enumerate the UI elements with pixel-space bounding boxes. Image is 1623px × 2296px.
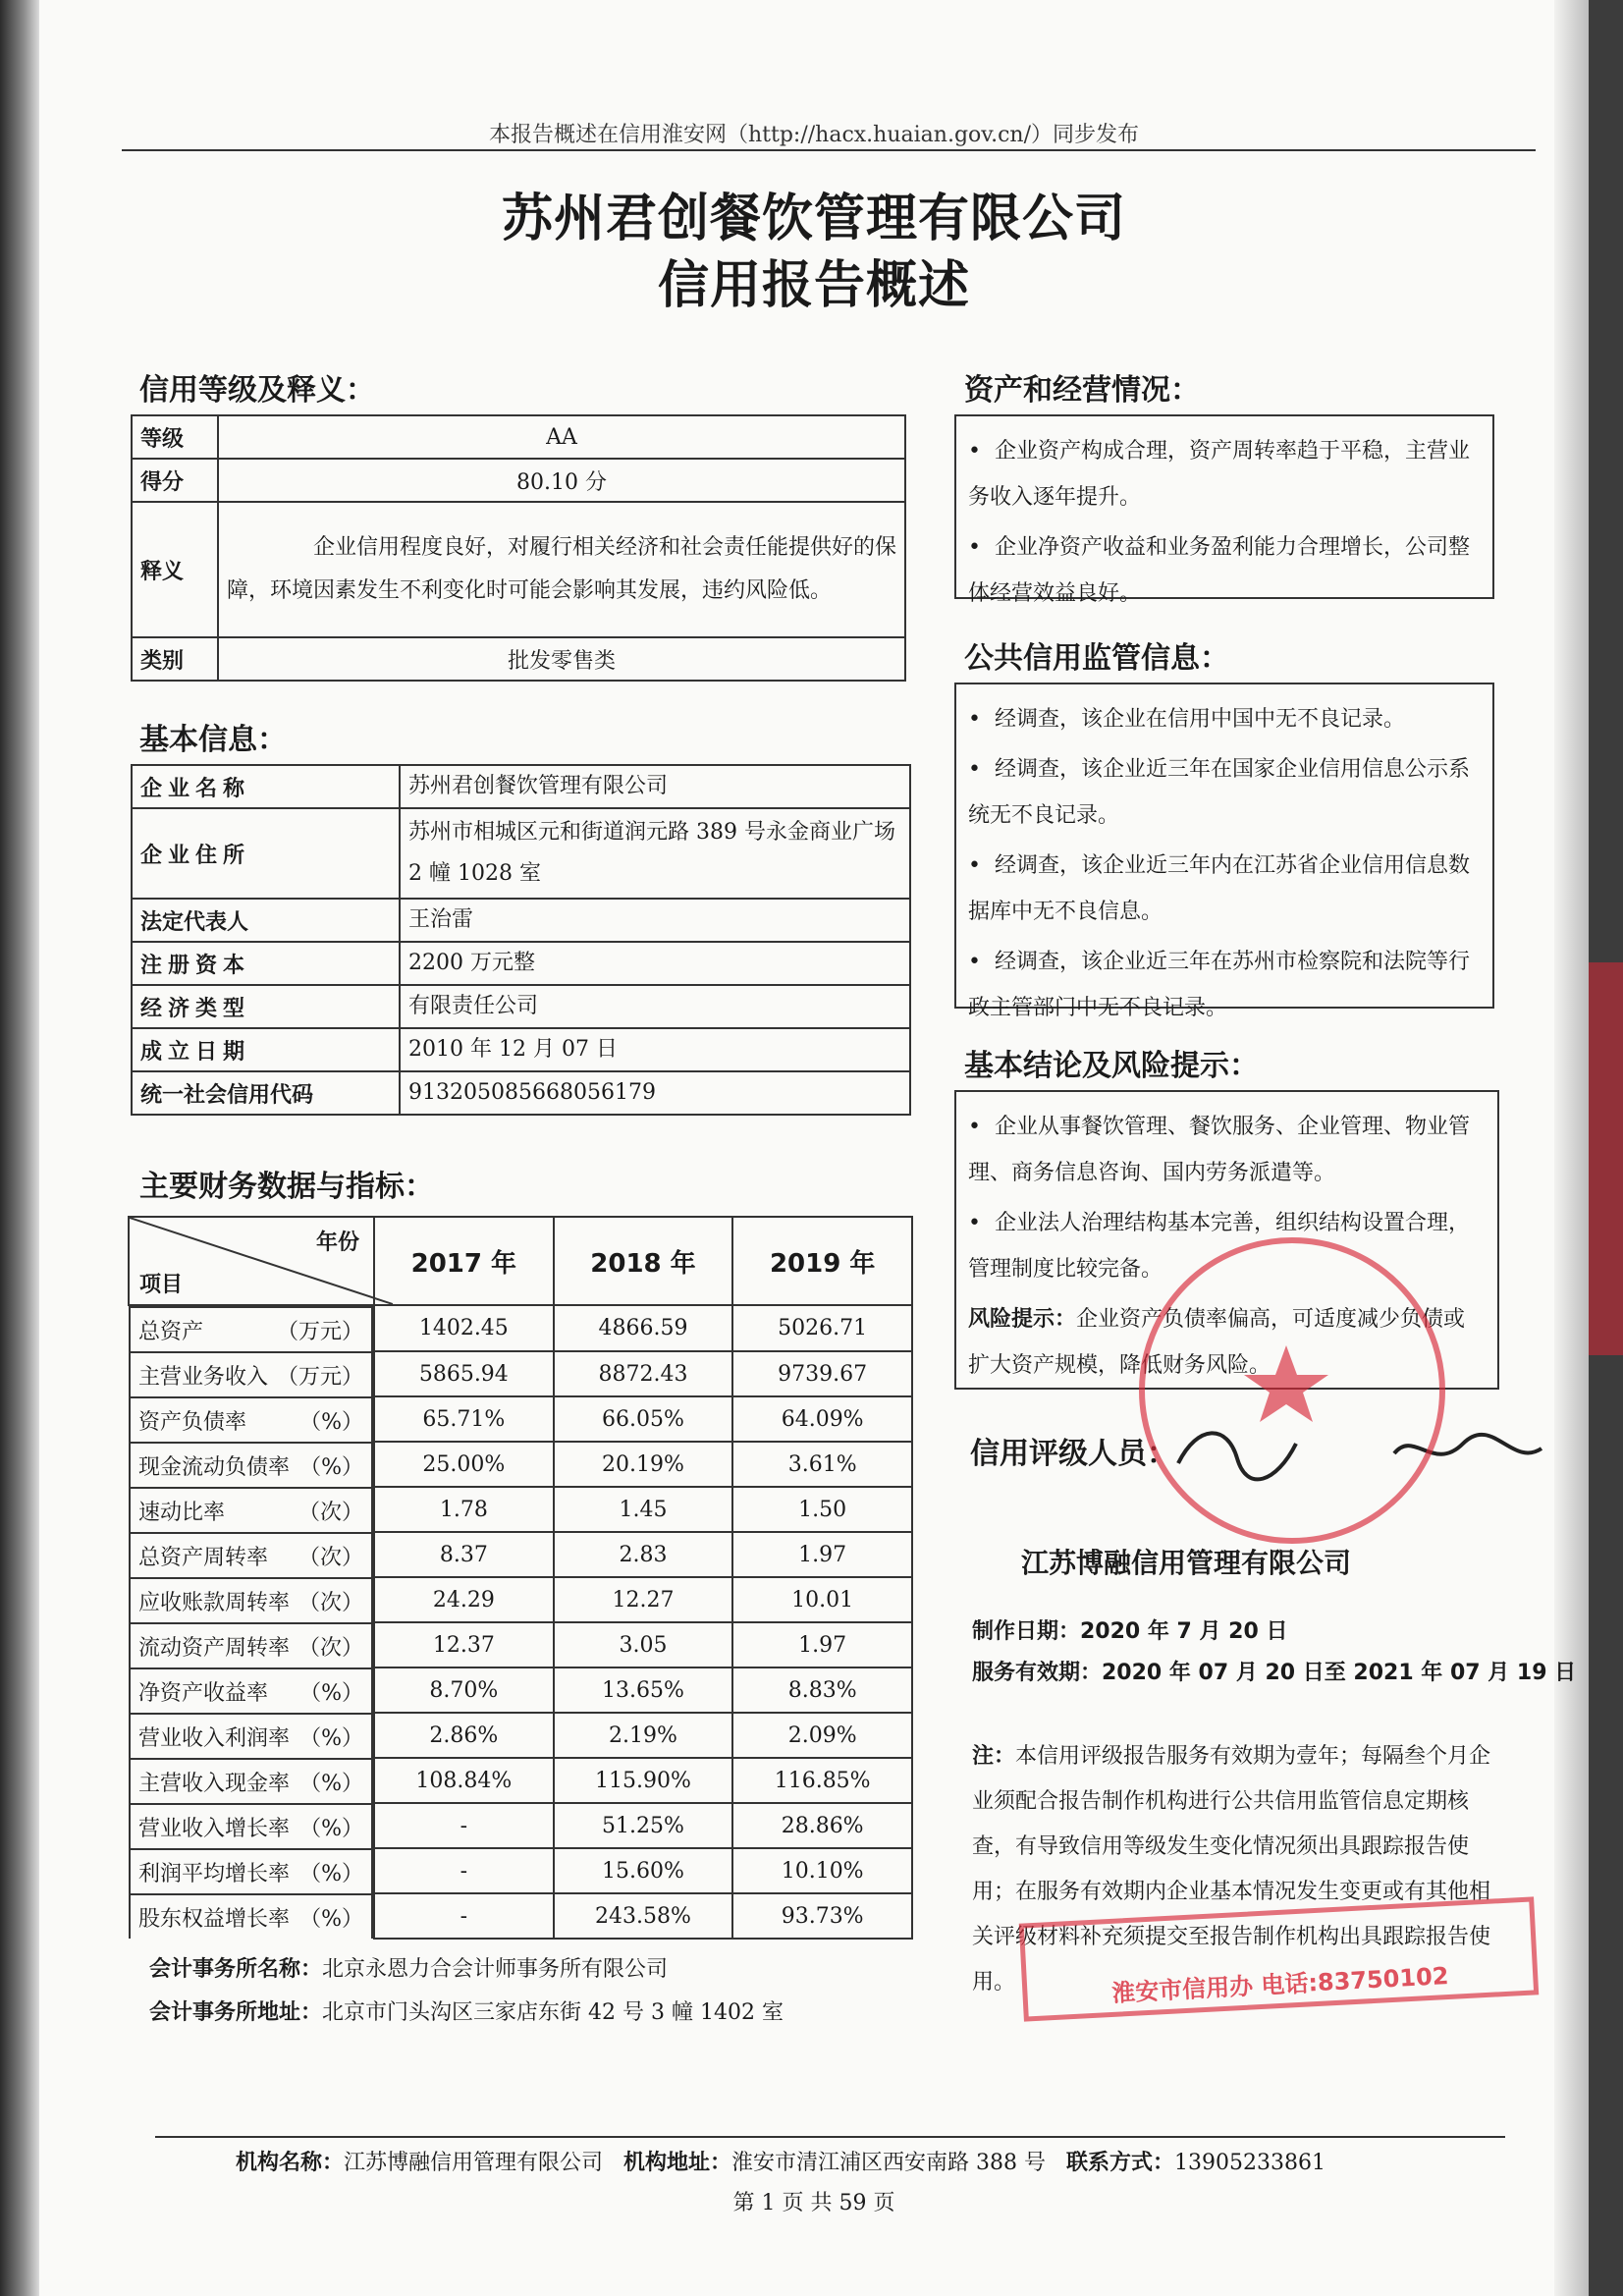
report-page [39, 0, 1589, 2296]
category-value: 批发零售类 [218, 637, 905, 681]
finance-value: 2.19% [554, 1713, 733, 1758]
conclusion-item: • 企业从事餐饮管理、餐饮服务、企业管理、物业管理、商务信息咨询、国内劳务派遣等。 [968, 1104, 1486, 1196]
rating-table [131, 414, 906, 682]
footer-addr: 淮安市清江浦区西安南路 388 号 [731, 2151, 1047, 2175]
firm-address-line [149, 1995, 784, 2026]
finance-item-name: 营业收入增长率 [138, 1816, 291, 1841]
finance-item-cell [129, 1848, 373, 1893]
finance-value: 4866.59 [554, 1305, 733, 1351]
basic-info-key: 企业住所 [132, 808, 400, 899]
finance-item-cell [129, 1487, 373, 1532]
finance-row [129, 1848, 912, 1893]
finance-item-name: 净资产收益率 [138, 1680, 269, 1706]
finance-item-name: 主营收入现金率 [138, 1771, 291, 1796]
finance-item-name: 总资产周转率 [138, 1545, 269, 1570]
finance-item-unit: （%） [299, 1409, 363, 1435]
finance-value: 64.09% [732, 1396, 912, 1442]
basic-info-value: 913205085668056179 [400, 1071, 910, 1115]
finance-row [129, 1396, 912, 1442]
year-header: 2018 年 [554, 1217, 733, 1305]
book-spine-shadow [0, 0, 39, 2296]
finance-value: 10.01 [732, 1577, 912, 1622]
finance-row [129, 1758, 912, 1803]
firm-name-line [149, 1952, 668, 1983]
finance-value: - [374, 1803, 554, 1848]
finance-item-unit: （%） [299, 1454, 363, 1480]
finance-item-name: 现金流动负债率 [138, 1454, 291, 1480]
risk-label: 风险提示： [968, 1307, 1077, 1332]
finance-value: 24.29 [374, 1577, 554, 1622]
footer-contact-label: 联系方式： [1066, 2151, 1175, 2175]
finance-item-cell [129, 1758, 373, 1803]
finance-item-cell [129, 1577, 373, 1622]
basic-info-value: 2010 年 12 月 07 日 [400, 1028, 910, 1071]
finance-item-unit: （次） [298, 1635, 363, 1661]
public-box [954, 683, 1494, 1020]
basic-info-key: 统一社会信用代码 [132, 1071, 400, 1115]
header-divider [122, 149, 1536, 151]
public-item: • 经调查，该企业近三年在国家企业信用信息公示系统无不良记录。 [968, 746, 1481, 839]
finance-row [129, 1713, 912, 1758]
basic-info-value: 王治雷 [400, 899, 910, 942]
made-date: 制作日期：2020 年 7 月 20 日 [972, 1619, 1288, 1644]
finance-item-name: 利润平均增长率 [138, 1861, 291, 1886]
corner-item: 项目 [139, 1273, 184, 1297]
basic-info-row [132, 942, 910, 985]
basic-info-key: 成立日期 [132, 1028, 400, 1071]
finance-value: 51.25% [554, 1803, 733, 1848]
assets-box [954, 414, 1494, 606]
finance-item-name: 股东权益增长率 [138, 1906, 291, 1932]
remark-label: 注： [972, 1744, 1016, 1769]
meaning-label: 释义 [132, 502, 218, 637]
finance-value: 1402.45 [374, 1305, 554, 1351]
risk-text: 企业资产负债率偏高，可适度减少负债或扩大资产规模，降低财务风险。 [968, 1307, 1466, 1378]
finance-item-unit: （次） [298, 1500, 363, 1525]
finance-value: 28.86% [732, 1803, 912, 1848]
finance-item-cell [129, 1713, 373, 1758]
page-edge [1554, 0, 1589, 2296]
score-label: 得分 [132, 459, 218, 502]
finance-item-name: 流动资产周转率 [138, 1635, 291, 1661]
public-heading: 公共信用监管信息： [964, 641, 1229, 676]
finance-row [129, 1487, 912, 1532]
footer-org-label: 机构名称： [236, 2151, 345, 2175]
finance-value: - [374, 1848, 554, 1893]
finance-item-unit: （%） [299, 1861, 363, 1886]
finance-row [129, 1532, 912, 1577]
finance-item-unit: （%） [299, 1680, 363, 1706]
finance-value: 25.00% [374, 1442, 554, 1487]
finance-item-name: 主营业务收入 [138, 1364, 269, 1390]
remark-text: 本信用评级报告服务有效期为壹年；每隔叁个月企业须配合报告制作机构进行公共信用监管信息定期核查，有导致信用等级发生变化情况须出具跟踪报告使用；在服务有效期内企业基本情况发生变更或有其他相关评级材料补充须提交至报告制作机构出具跟踪报告使用。 [972, 1744, 1491, 1995]
finance-value: 116.85% [732, 1758, 912, 1803]
valid-period: 服务有效期：2020 年 07 月 20 日至 2021 年 07 月 19 日 [972, 1661, 1577, 1685]
finance-item-cell [129, 1532, 373, 1577]
score-value: 80.10 分 [218, 459, 905, 502]
firm-name-label: 会计事务所名称： [149, 1957, 323, 1982]
assets-item: • 企业资产构成合理，资产周转率趋于平稳，主营业务收入逐年提升。 [968, 428, 1481, 520]
finance-value: 1.97 [732, 1622, 912, 1667]
finance-value: 1.78 [374, 1487, 554, 1532]
footer-divider [155, 2136, 1505, 2138]
footer-addr-label: 机构地址： [623, 2151, 732, 2175]
basic-heading: 基本信息： [139, 723, 287, 757]
basic-info-value: 有限责任公司 [400, 985, 910, 1028]
public-item: • 经调查，该企业在信用中国中无不良记录。 [968, 696, 1481, 742]
finance-value: 5026.71 [732, 1305, 912, 1351]
finance-item-unit: （次） [298, 1590, 363, 1615]
finance-item-name: 速动比率 [138, 1500, 226, 1525]
org-name: 江苏博融信用管理有限公司 [1021, 1547, 1352, 1579]
finance-item-cell [129, 1667, 373, 1713]
finance-value: 12.37 [374, 1622, 554, 1667]
finance-value: 1.97 [732, 1532, 912, 1577]
finance-item-name: 总资产 [138, 1319, 204, 1344]
finance-table [128, 1216, 913, 1940]
finance-item-cell [129, 1893, 373, 1939]
finance-row [129, 1803, 912, 1848]
finance-value: 93.73% [732, 1893, 912, 1939]
conclusion-item: • 企业法人治理结构基本完善，组织结构设置合理，管理制度比较完备。 [968, 1200, 1486, 1292]
finance-item-unit: （%） [299, 1816, 363, 1841]
basic-info-table [131, 764, 911, 1116]
public-item: • 经调查，该企业近三年在苏州市检察院和法院等行政主管部门中无不良记录。 [968, 939, 1481, 1031]
finance-corner-cell [129, 1217, 374, 1305]
finance-value: 20.19% [554, 1442, 733, 1487]
finance-item-unit: （%） [299, 1771, 363, 1796]
basic-info-key: 法定代表人 [132, 899, 400, 942]
basic-info-row [132, 899, 910, 942]
company-title: 苏州君创餐饮管理有限公司 [501, 190, 1126, 248]
firm-address-label: 会计事务所地址： [149, 2000, 323, 2025]
finance-item-name: 资产负债率 [138, 1409, 247, 1435]
firm-address: 北京市门头沟区三家店东街 42 号 3 幢 1402 室 [322, 2000, 784, 2025]
finance-value: 1.45 [554, 1487, 733, 1532]
finance-value: 2.83 [554, 1532, 733, 1577]
finance-row [129, 1351, 912, 1396]
finance-item-cell [129, 1442, 373, 1487]
basic-info-row [132, 985, 910, 1028]
finance-value: 8.37 [374, 1532, 554, 1577]
finance-item-unit: （%） [299, 1906, 363, 1932]
firm-name: 北京永恩力合会计师事务所有限公司 [322, 1957, 669, 1982]
finance-item-cell [129, 1622, 373, 1667]
assets-heading: 资产和经营情况： [964, 373, 1200, 408]
finance-row [129, 1442, 912, 1487]
rater-label: 信用评级人员： [970, 1437, 1176, 1471]
finance-row [129, 1577, 912, 1622]
finance-value: 66.05% [554, 1396, 733, 1442]
finance-value: 8872.43 [554, 1351, 733, 1396]
finance-item-cell [129, 1803, 373, 1848]
footer-info [236, 2146, 1325, 2176]
rating-heading: 信用等级及释义： [139, 373, 375, 408]
finance-item-cell [129, 1306, 373, 1351]
assets-item: • 企业净资产收益和业务盈利能力合理增长，公司整体经营效益良好。 [968, 524, 1481, 617]
finance-value: 10.10% [732, 1848, 912, 1893]
finance-row [129, 1305, 912, 1351]
basic-info-row [132, 808, 910, 899]
conclusion-heading: 基本结论及风险提示： [964, 1049, 1259, 1083]
grade-value: AA [218, 415, 905, 459]
finance-value: 5865.94 [374, 1351, 554, 1396]
public-item: • 经调查，该企业近三年内在江苏省企业信用信息数据库中无不良信息。 [968, 843, 1481, 935]
footer-contact: 13905233861 [1174, 2151, 1325, 2175]
finance-value: 12.27 [554, 1577, 733, 1622]
finance-item-unit: （%） [299, 1725, 363, 1751]
year-header: 2019 年 [732, 1217, 912, 1305]
finance-value: 65.71% [374, 1396, 554, 1442]
finance-row [129, 1622, 912, 1667]
finance-item-unit: （万元） [276, 1364, 363, 1390]
finance-value: 108.84% [374, 1758, 554, 1803]
basic-info-value: 2200 万元整 [400, 942, 910, 985]
grade-label: 等级 [132, 415, 218, 459]
finance-item-name: 应收账款周转率 [138, 1590, 291, 1615]
finance-heading: 主要财务数据与指标： [139, 1170, 434, 1204]
finance-value: 2.09% [732, 1713, 912, 1758]
company-seal-stamp [1139, 1237, 1445, 1544]
finance-value: 3.05 [554, 1622, 733, 1667]
basic-info-value: 苏州市相城区元和街道润元路 389 号永金商业广场 2 幢 1028 室 [400, 808, 910, 899]
finance-item-unit: （次） [298, 1545, 363, 1570]
finance-row [129, 1893, 912, 1939]
finance-value: 9739.67 [732, 1351, 912, 1396]
finance-value: 1.50 [732, 1487, 912, 1532]
basic-info-key: 注册资本 [132, 942, 400, 985]
header-note: 本报告概述在信用淮安网（http://hacx.huaian.gov.cn/）同步发布 [489, 123, 1139, 147]
finance-row [129, 1667, 912, 1713]
finance-item-name: 营业收入利润率 [138, 1725, 291, 1751]
basic-info-key: 企业名称 [132, 765, 400, 808]
page-number: 第 1 页 共 59 页 [732, 2191, 895, 2215]
filing-stamp-text: 淮安市信用办 电话:83750102 [1110, 1961, 1450, 2007]
meaning-value: 企业信用程度良好，对履行相关经济和社会责任能提供好的保障，环境因素发生不利变化时可能会影响其发展，违约风险低。 [218, 502, 905, 637]
report-title: 信用报告概述 [657, 256, 970, 315]
basic-info-row [132, 1028, 910, 1071]
finance-item-cell [129, 1396, 373, 1442]
finance-value: 3.61% [732, 1442, 912, 1487]
category-label: 类别 [132, 637, 218, 681]
finance-item-unit: （万元） [276, 1319, 363, 1344]
basic-info-key: 经济类型 [132, 985, 400, 1028]
finance-value: 2.86% [374, 1713, 554, 1758]
finance-value: - [374, 1893, 554, 1939]
finance-value: 243.58% [554, 1893, 733, 1939]
edge-seal-fragment [1589, 962, 1623, 1355]
finance-item-cell [129, 1351, 373, 1396]
finance-value: 15.60% [554, 1848, 733, 1893]
year-header: 2017 年 [374, 1217, 554, 1305]
corner-year: 年份 [315, 1230, 359, 1255]
finance-value: 115.90% [554, 1758, 733, 1803]
basic-info-row [132, 765, 910, 808]
finance-value: 8.70% [374, 1667, 554, 1713]
footer-org: 江苏博融信用管理有限公司 [344, 2151, 604, 2175]
seal-star-icon [1139, 1237, 1434, 1532]
finance-value: 13.65% [554, 1667, 733, 1713]
basic-info-value: 苏州君创餐饮管理有限公司 [400, 765, 910, 808]
finance-value: 8.83% [732, 1667, 912, 1713]
basic-info-row [132, 1071, 910, 1115]
